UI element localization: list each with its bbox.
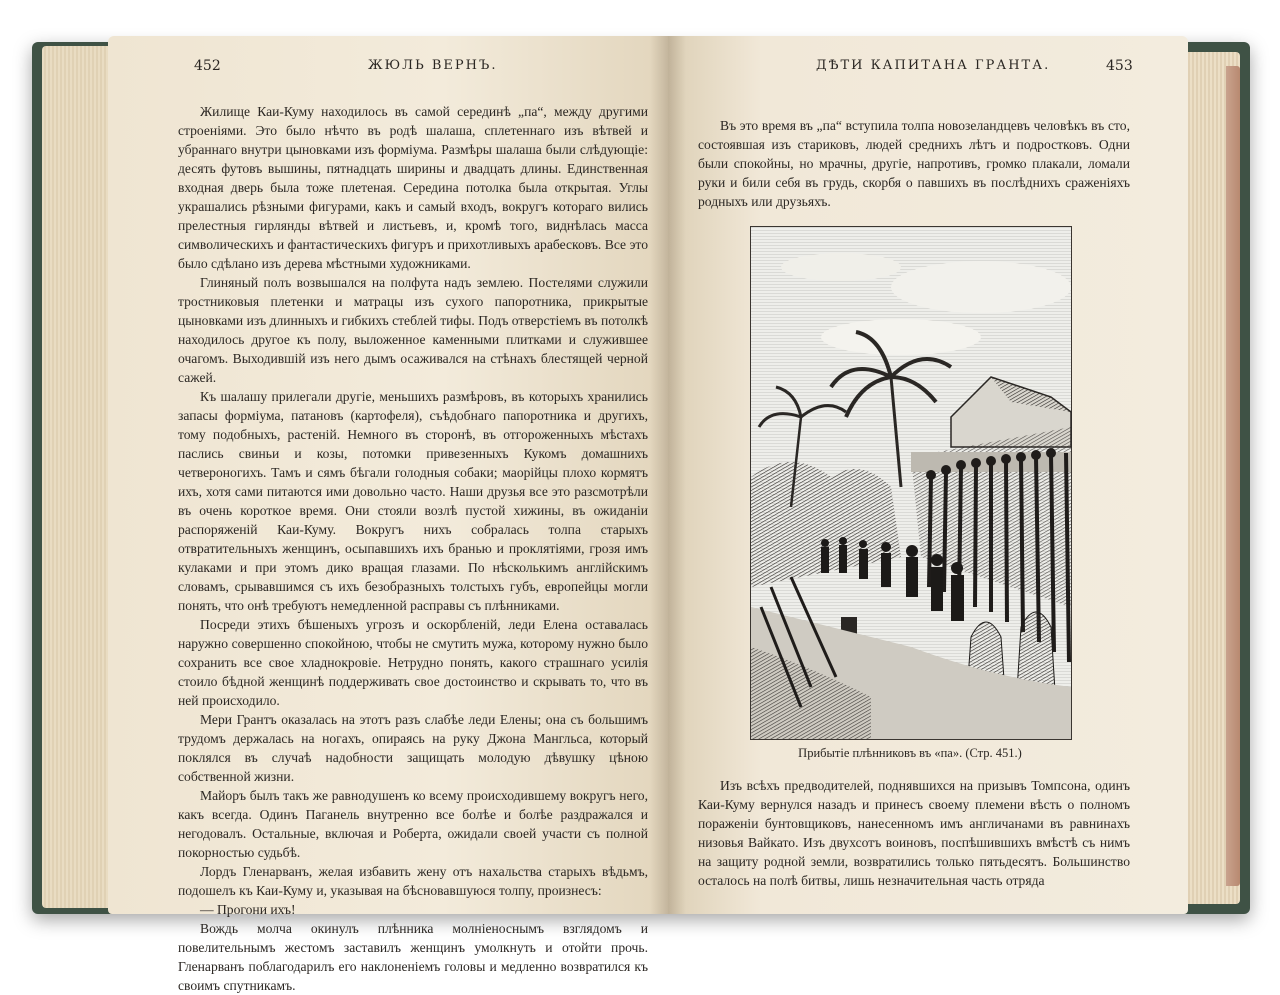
paragraph: Въ это время въ „па“ вступила толпа новозеландцевъ человѣкъ въ сто, состоявшая изъ стариковъ, людей среднихъ лѣтъ и подростковъ. Одни были спокойны, но мрачны, другіе, напротивъ, громко плакали, ломали руки и били себя въ грудь, скорбя о павшихъ въ послѣднихъ сраженіяхъ родныхъ или друзьяхъ.: [698, 118, 1130, 209]
paragraph: Жилище Каи-Куму находилось въ самой серединѣ „па“, между другими строеніями. Это было нѣчто въ родѣ шалаша, сплетеннаго изъ вѣтвей и убраннаго внутри цыновками изъ форміума. Размѣры шалаша были слѣдующіе: десять футовъ вышины, пятнадцать ширины и двадцать длины. Единственная входная дверь была тоже плетеная. Середина потолка была открытая. Углы украшались рѣзными фигурами, какъ и самый входъ, вокругъ котораго вились прелестныя гирлянды вѣтвей и листьевъ, и, кромѣ того, виднѣлась масса символическихъ и фантастическихъ фигуръ и прихотливыхъ арабесковъ. Все это было сдѣлано изъ дерева мѣстными художниками.: [178, 104, 648, 271]
right-page-number: 453: [1106, 58, 1133, 74]
paragraph: Вождь молча окинулъ плѣнника молніеноснымъ взглядомъ и повелительнымъ жестомъ заставилъ женщинъ умолкнуть и отойти прочь. Гленарванъ поблагодарилъ его наклоненіемъ головы и медленно возвратился къ своимъ спутникамъ.: [178, 921, 648, 993]
right-page: [668, 36, 1188, 914]
paragraph: Къ шалашу прилегали другіе, меньшихъ размѣровъ, въ которыхъ хранились запасы форміума, патановъ (картофеля), съѣдобнаго папоротника и другихъ, тому подобныхъ, растеній. Немного въ сторонѣ, въ отгороженныхъ мѣстахъ паслись свиньи и козы, потомки привезенныхъ Кукомъ домашнихъ четвероногихъ. Тамъ и сямъ бѣгали голодныя собаки; маорійцы плохо кормятъ ихъ, хотя сами питаются ими довольно часто. Наши друзья все это разсмотрѣли въ очень короткое время. Они стояли возлѣ пустой хижины, въ ожиданіи распоряженій Каи-Куму. Вокругъ нихъ собралась толпа старыхъ отвратительныхъ женщинъ, осыпавшихъ ихъ бранью и проклятіями, грозя имъ кулаками и при этомъ дико вращая глазами. По нѣсколькимъ англійскимъ словамъ, срывавшимся съ ихъ безобразныхъ толстыхъ губъ, европейцы могли понять, что онѣ требуютъ немедленной расправы съ плѣнниками.: [178, 389, 648, 613]
paragraph: Мери Грантъ оказалась на этотъ разъ слабѣе леди Елены; она съ большимъ трудомъ держалась на ногахъ, опираясь на руку Джона Мангльса, который поклялся въ случаѣ надобности защищать молодую дѣвушку цѣною собственной жизни.: [178, 712, 648, 784]
left-running-head: ЖЮЛЬ ВЕРНЪ.: [368, 58, 498, 73]
red-page-edge: [1226, 66, 1240, 886]
right-running-head: ДѢТИ КАПИТАНА ГРАНТА.: [816, 58, 1051, 73]
right-page-intro: [698, 116, 1130, 211]
paragraph: Майоръ былъ такъ же равнодушенъ ко всему происходившему вокругъ него, какъ всегда. Одинъ Паганель внутренно все болѣе и болѣе раздражался и негодовалъ. Остальные, включая и Роберта, ожидали своей участи съ полной покорностью судьбѣ.: [178, 788, 648, 860]
left-page-number: 452: [194, 58, 221, 74]
engraving-illustration: [750, 226, 1072, 740]
engraving-drawing: [751, 227, 1071, 739]
left-page-text: [178, 102, 648, 995]
illustration-caption: Прибытіе плѣнниковъ въ «па». (Стр. 451.): [798, 746, 1022, 760]
paragraph: Изъ всѣхъ предводителей, поднявшихся на призывъ Томпсона, одинъ Каи-Куму вернулся назадъ и принесъ своему племени вѣсть о полномъ пораженіи бунтовщиковъ, нанесенномъ имъ англичанами въ равнинахъ низовья Вайкато. Изъ двухсотъ воиновъ, поспѣшившихъ вмѣстѣ съ нимъ на защиту родной земли, возвратились только пятьдесятъ. Большинство осталось на полѣ битвы, лишь незначительная часть отряда: [698, 778, 1130, 888]
left-page: [108, 36, 668, 993]
paragraph: — Прогони ихъ!: [200, 902, 296, 917]
paragraph: Глиняный полъ возвышался на полфута надъ землею. Постелями служили тростниковыя плетенки и матрацы изъ сухого папоротника, прикрытые цыновками изъ длинныхъ и гибкихъ стеблей тифы. Подъ отверстіемъ въ потолкѣ находилось другое къ полу, выложенное каменными плитками и служившее очагомъ. Выходившій изъ него дымъ осаживался на стѣнахъ блестящей черной сажей.: [178, 275, 648, 385]
paragraph: Посреди этихъ бѣшеныхъ угрозъ и оскорбленій, леди Елена оставалась наружно совершенно спокойною, чтобы не смутить мужа, которому нужно было сохранить все свое хладнокровіе. Нетрудно понять, какого страшнаго усилія стоило бѣдной женщинѣ поддерживать свое достоинство и скрывать то, что въ ней происходило.: [178, 617, 648, 708]
right-page-outro: [698, 776, 1130, 890]
paragraph: Лордъ Гленарванъ, желая избавить жену отъ нахальства старыхъ вѣдьмъ, подошелъ къ Каи-Куму и, указывая на бѣсновавшуюся толпу, произнесъ:: [178, 864, 648, 898]
